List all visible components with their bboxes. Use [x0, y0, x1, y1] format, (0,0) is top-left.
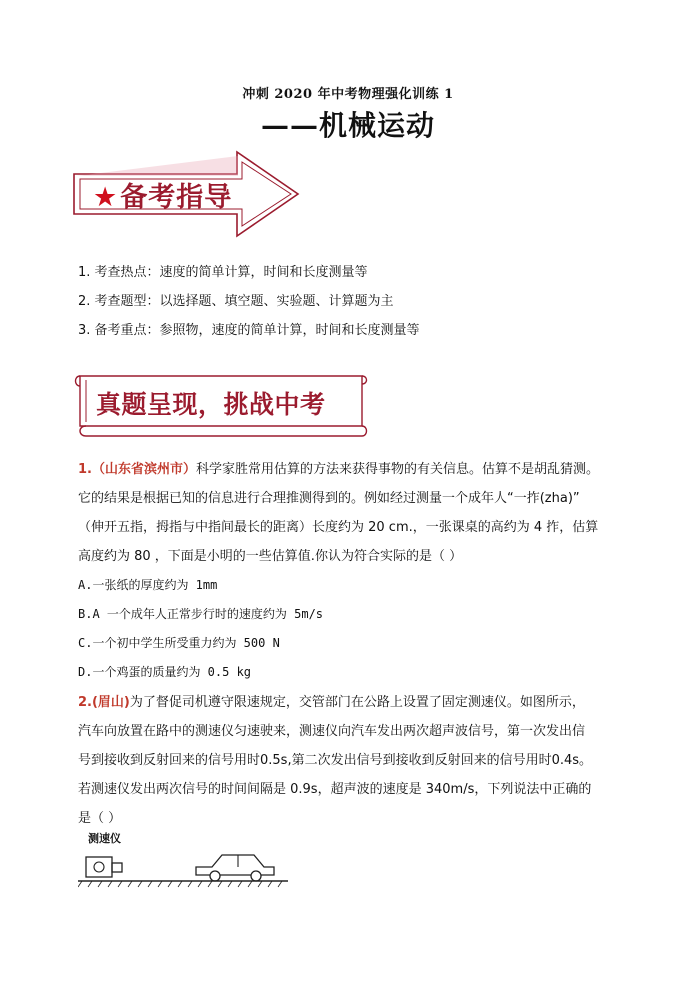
section-title-guide — [93, 175, 232, 214]
q2-line: 是（ ） — [78, 811, 122, 826]
q1-line: 它的结果是根据已知的信息进行合理推测得到的。例如经过测量一个成年人“一拃(zha)” — [78, 491, 580, 506]
figure-label: 测速仪 — [88, 832, 121, 845]
section-title-exam: 真题呈现，挑战中考 — [96, 390, 326, 419]
q2-text: 为了督促司机遵守限速规定，交管部门在公路上设置了固定测速仪。如图所示， — [129, 695, 585, 710]
speed-radar-figure — [78, 825, 298, 895]
car-icon — [196, 855, 274, 881]
section-title-guide-label: 备考指导 — [120, 182, 233, 213]
q1-option-c: C.一个初中学生所受重力约为 500 N — [78, 636, 280, 650]
q1-source: （山东省滨州市） — [91, 462, 196, 477]
q2-line: 汽车向放置在路中的测速仪匀速驶来，测速仪向汽车发出两次超声波信号，第一次发出信 — [78, 724, 586, 739]
q1-option-d: D.一个鸡蛋的质量约为 0.5 kg — [78, 665, 252, 679]
guide-item: 3. 备考重点：参照物，速度的简单计算，时间和长度测量等 — [78, 323, 420, 338]
guide-list — [78, 258, 420, 345]
q1-option-b: B.A 一个成年人正常步行时的速度约为 5m/s — [78, 607, 324, 621]
road-ground — [78, 881, 288, 887]
page-subtitle: ——机械运动 — [260, 109, 435, 142]
radar-device-icon — [86, 857, 122, 877]
q2-source: (眉山) — [91, 695, 130, 710]
star-icon: ★ — [93, 182, 119, 213]
q2-line — [78, 691, 638, 710]
q1-number: 1. — [78, 462, 92, 477]
q2-line: 号到接收到反射回来的信号用时0.5s,第二次发出信号到接收到反射回来的信号用时0.4s。 — [78, 753, 593, 768]
q1-option-a: A.一张纸的厚度约为 1mm — [78, 578, 218, 592]
q1-line: 高度约为 80 ，下面是小明的一些估算值.你认为符合实际的是（ ） — [78, 549, 463, 564]
q2-number: 2. — [78, 695, 92, 710]
guide-item: 2. 考查题型：以选择题、填空题、实验题、计算题为主 — [78, 294, 394, 309]
page-title: 冲刺 2020 年中考物理强化训练 1 — [242, 87, 454, 102]
q1-line — [78, 458, 638, 477]
guide-item: 1. 考查热点：速度的简单计算，时间和长度测量等 — [78, 265, 368, 280]
q2-line: 若测速仪发出两次信号的时间间隔是 0.9s，超声波的速度是 340m/s，下列说法中正确的 — [78, 782, 592, 797]
q1-line: （伸开五指，拇指与中指间最长的距离）长度约为 20 cm.，一张课桌的高约为 4 拃，估算 — [78, 520, 599, 535]
q1-text: 科学家胜常用估算的方法来获得事物的有关信息。估算不是胡乱猜测。 — [196, 462, 600, 477]
